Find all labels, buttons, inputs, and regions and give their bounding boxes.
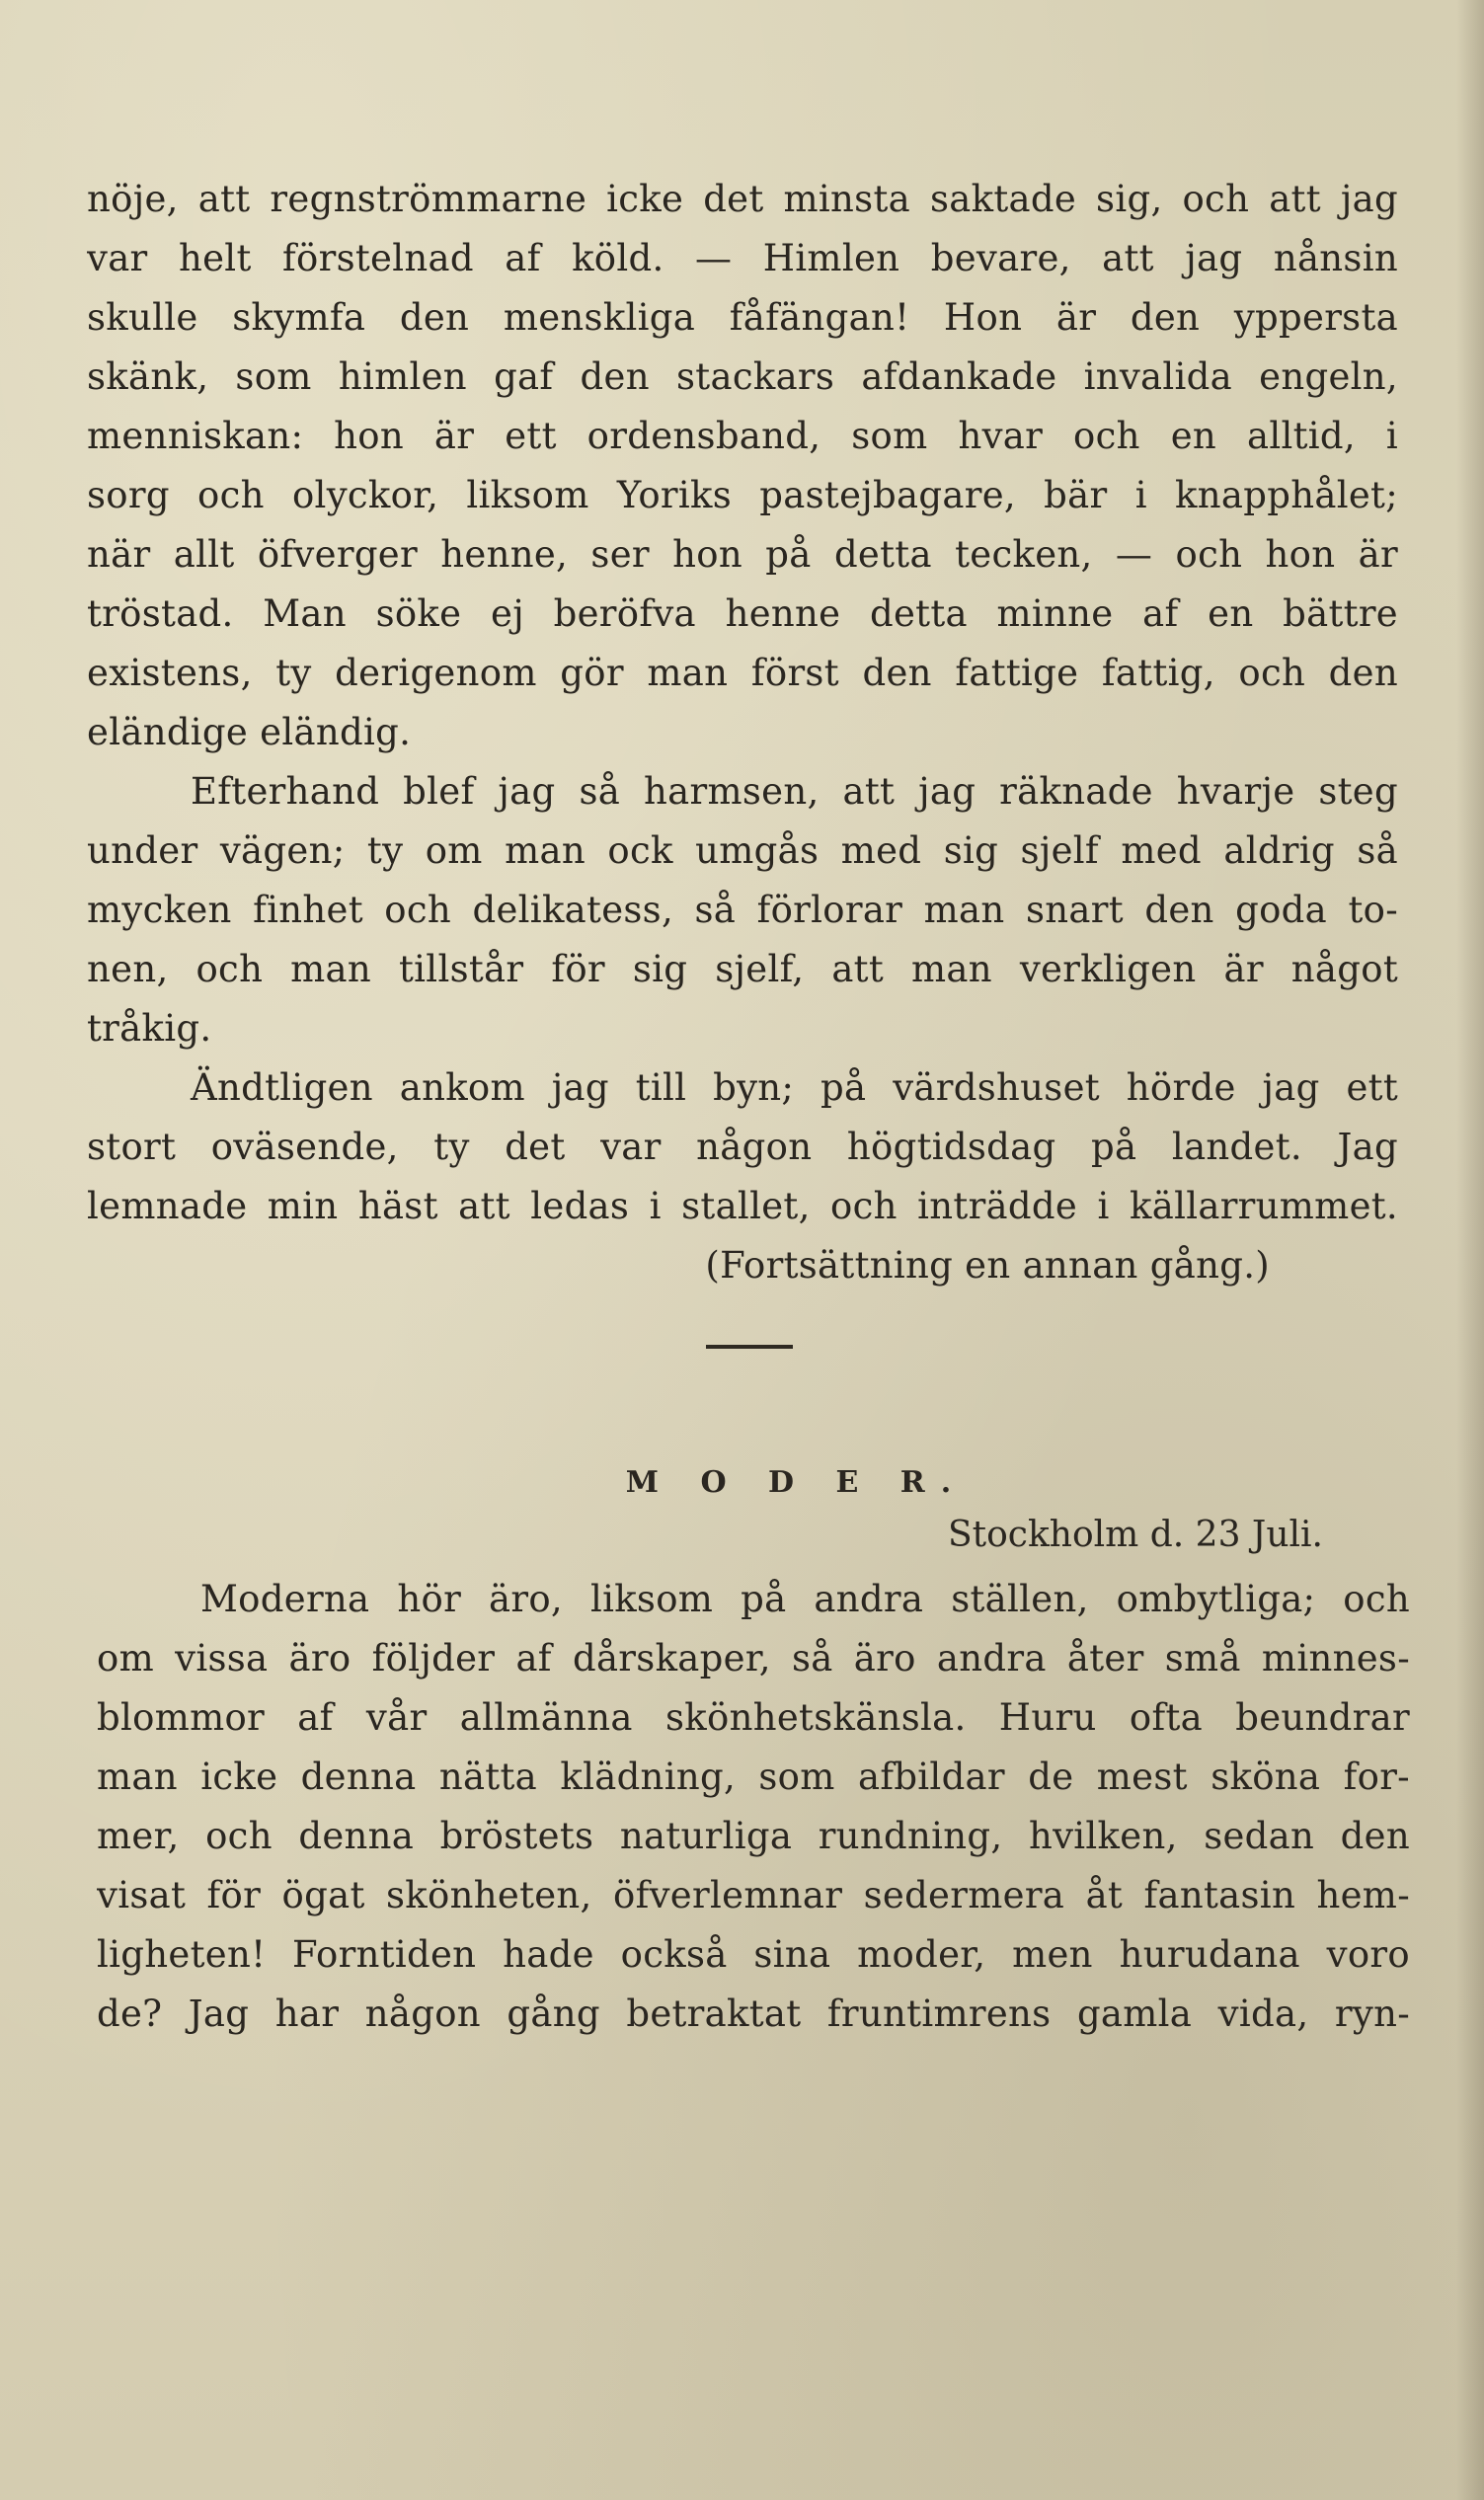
text-line: man icke denna nätta klädning, som afbildar de mest sköna for- (97, 1756, 1410, 1798)
text-line: mer, och denna bröstets naturliga rundning, hvilken, sedan den (97, 1815, 1410, 1857)
moder-article-text (97, 1570, 1410, 2044)
text-line: skulle skymfa den menskliga fåfängan! Hon är den yppersta (87, 296, 1398, 339)
section-heading: M O D E R. (625, 1465, 968, 1500)
text-line: menniskan: hon är ett ordensband, som hvar och en alltid, i (87, 415, 1398, 457)
text-line: lemnade min häst att ledas i stallet, och inträdde i källarrummet. (87, 1185, 1398, 1227)
text-line: sorg och olyckor, liksom Yoriks pastejbagare, bär i knapphålet; (87, 474, 1398, 516)
text-line: skänk, som himlen gaf den stackars afdankade invalida engeln, (87, 355, 1398, 398)
text-line: visat för ögat skönheten, öfverlemnar sedermera åt fantasin hem- (97, 1874, 1410, 1916)
text-line: ligheten! Forntiden hade också sina moder, men hurudana voro (97, 1933, 1410, 1976)
article-continuation-text (87, 170, 1398, 1295)
text-line: stort oväsende, ty det var någon högtidsdag på landet. Jag (87, 1126, 1398, 1168)
text-line: tråkig. (87, 1007, 212, 1050)
text-line: om vissa äro följder af dårskaper, så äro andra åter små minnes- (97, 1637, 1410, 1680)
text-line: de? Jag har någon gång betraktat fruntimrens gamla vida, ryn- (97, 1992, 1410, 2035)
text-line: nen, och man tillstår för sig sjelf, att man verkligen är något (87, 948, 1398, 990)
text-line: mycken finhet och delikatess, så förlorar man snart den goda to- (87, 889, 1398, 931)
text-line: när allt öfverger henne, ser hon på detta tecken, — och hon är (87, 533, 1398, 576)
text-line: existens, ty derigenom gör man först den fattige fattig, och den (87, 652, 1398, 694)
text-line: tröstad. Man söke ej beröfva henne detta minne af en bättre (87, 592, 1398, 635)
text-line: nöje, att regnströmmarne icke det minsta saktade sig, och att jag (87, 178, 1398, 220)
text-line: Efterhand blef jag så harmsen, att jag räknade hvarje steg (191, 770, 1398, 813)
continuation-note: (Fortsättning en annan gång.) (705, 1244, 1270, 1287)
text-line: var helt förstelnad af köld. — Himlen bevare, att jag nånsin (87, 237, 1398, 279)
text-line: under vägen; ty om man ock umgås med sig sjelf med aldrig så (87, 829, 1398, 872)
section-divider (706, 1345, 793, 1349)
dateline: Stockholm d. 23 Juli. (948, 1515, 1324, 1555)
text-line: eländige eländig. (87, 711, 412, 753)
page-edge-shadow (1456, 0, 1484, 2500)
text-line: blommor af vår allmänna skönhetskänsla. Huru ofta beundrar (97, 1696, 1410, 1739)
text-line: Moderna hör äro, liksom på andra ställen, ombytliga; och (200, 1578, 1410, 1620)
text-line: Ändtligen ankom jag till byn; på värdshuset hörde jag ett (191, 1066, 1398, 1109)
